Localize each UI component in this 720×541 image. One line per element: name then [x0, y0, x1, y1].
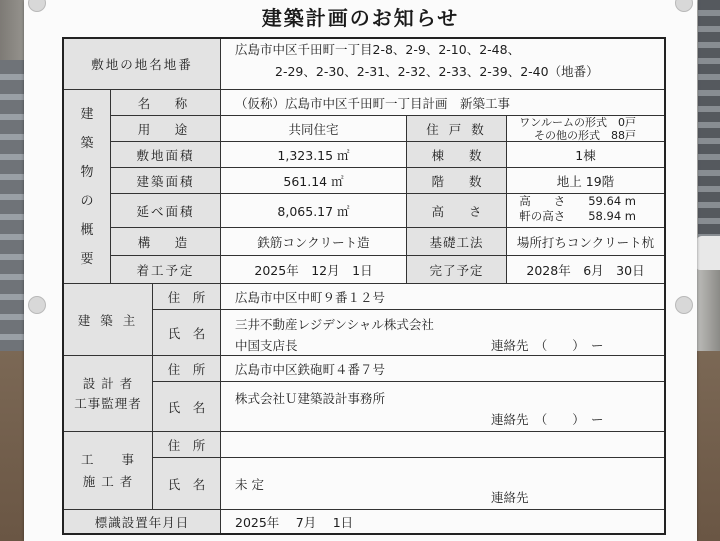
name-label: 名 称: [110, 89, 220, 115]
site-line-1: 広島市中区千田町一丁目2-8、2-9、2-10、2-48、: [235, 42, 521, 57]
background-car: [696, 236, 720, 270]
contractor-label-line-1: 工 事: [80, 451, 135, 467]
use-value: 共同住宅: [220, 115, 406, 141]
floors-label: 階 数: [406, 167, 506, 193]
site-line-2: 2-29、2-30、2-31、2-32、2-33、2-39、2-40（地番）: [275, 64, 599, 79]
units-label: 住 戸 数: [406, 115, 506, 141]
designer-address-label: 住 所: [152, 355, 220, 381]
site-value: [220, 39, 664, 89]
finish-value: 2028年 6月 30日: [506, 255, 664, 283]
owner-address-value: 広島市中区中町９番１２号: [220, 283, 664, 309]
owner-name-label: 氏 名: [152, 309, 220, 355]
site-area-value: 1,323.15 ㎡: [220, 141, 406, 167]
designer-label-line-2: 工事監理者: [74, 395, 142, 411]
site-label: 敷地の地名地番: [64, 39, 220, 89]
contractor-label-line-2: 施 工 者: [82, 473, 134, 489]
total-area-label: 延べ面積: [110, 193, 220, 227]
building-area-value: 561.14 ㎡: [220, 167, 406, 193]
bolt-mid-left: [28, 296, 46, 314]
structure-value: 鉄筋コンクリート造: [220, 227, 406, 255]
background-building-left: [0, 60, 26, 360]
designer-label-line-1: 設 計 者: [82, 375, 134, 391]
count-label: 棟 数: [406, 141, 506, 167]
designer-name-label: 氏 名: [152, 381, 220, 431]
contractor-name: 未 定: [235, 477, 264, 492]
owner-label: 建 築 主: [64, 283, 152, 355]
owner-contact: 連絡先 （ ） ー: [491, 338, 604, 353]
background-building-right: [698, 0, 720, 250]
start-value: 2025年 12月 1日: [220, 255, 406, 283]
contractor-name-cell: [220, 457, 664, 509]
owner-name-cell: [220, 309, 664, 355]
building-side-label: [64, 89, 110, 283]
designer-contact: 連絡先 （ ） ー: [491, 412, 604, 427]
height-line-1: 高 さ 59.64 m: [519, 194, 636, 208]
side-char: の: [80, 193, 94, 209]
owner-company: 三井不動産レジデンシャル株式会社: [235, 317, 434, 332]
side-char: 要: [80, 251, 94, 267]
foundation-label: 基礎工法: [406, 227, 506, 255]
contractor-contact: 連絡先: [491, 490, 529, 505]
posted-label: 標識設置年月日: [64, 509, 220, 533]
side-char: 建: [80, 106, 94, 122]
contractor-address-label: 住 所: [152, 431, 220, 457]
site-area-label: 敷地面積: [110, 141, 220, 167]
designer-company: 株式会社Ｕ建築設計事務所: [235, 391, 386, 406]
board-title: 建築計画のお知らせ: [261, 6, 460, 30]
height-label: 高 さ: [406, 193, 506, 227]
owner-address-label: 住 所: [152, 283, 220, 309]
start-label: 着工予定: [110, 255, 220, 283]
contractor-name-label: 氏 名: [152, 457, 220, 509]
finish-label: 完了予定: [406, 255, 506, 283]
units-line-2: その他の形式 88戸: [534, 129, 636, 141]
use-label: 用 途: [110, 115, 220, 141]
owner-title: 中国支店長: [235, 338, 298, 353]
designer-label: [64, 355, 152, 431]
side-char: 築: [80, 135, 94, 151]
height-line-2: 軒の高さ 58.94 m: [519, 209, 636, 223]
posted-value: 2025年 7月 1日: [220, 509, 664, 533]
designer-address-value: 広島市中区鉄砲町４番７号: [220, 355, 664, 381]
notice-board: [24, 0, 697, 541]
designer-name-cell: [220, 381, 664, 431]
building-area-label: 建築面積: [110, 167, 220, 193]
bolt-mid-right: [675, 296, 693, 314]
contractor-label: [64, 431, 152, 509]
foundation-value: 場所打ちコンクリート杭: [506, 227, 664, 255]
contractor-address-value: [220, 431, 664, 457]
name-value: （仮称）広島市中区千田町一丁目計画 新築工事: [220, 89, 664, 115]
structure-label: 構 造: [110, 227, 220, 255]
units-line-1: ワンルームの形式 0戸: [519, 116, 636, 129]
units-value: [506, 115, 664, 141]
notice-table: [62, 37, 666, 535]
total-area-value: 8,065.17 ㎡: [220, 193, 406, 227]
floors-value: 地上 19階: [506, 167, 664, 193]
side-char: 概: [80, 222, 94, 238]
height-value: [506, 193, 664, 227]
count-value: 1棟: [506, 141, 664, 167]
side-char: 物: [80, 164, 94, 180]
